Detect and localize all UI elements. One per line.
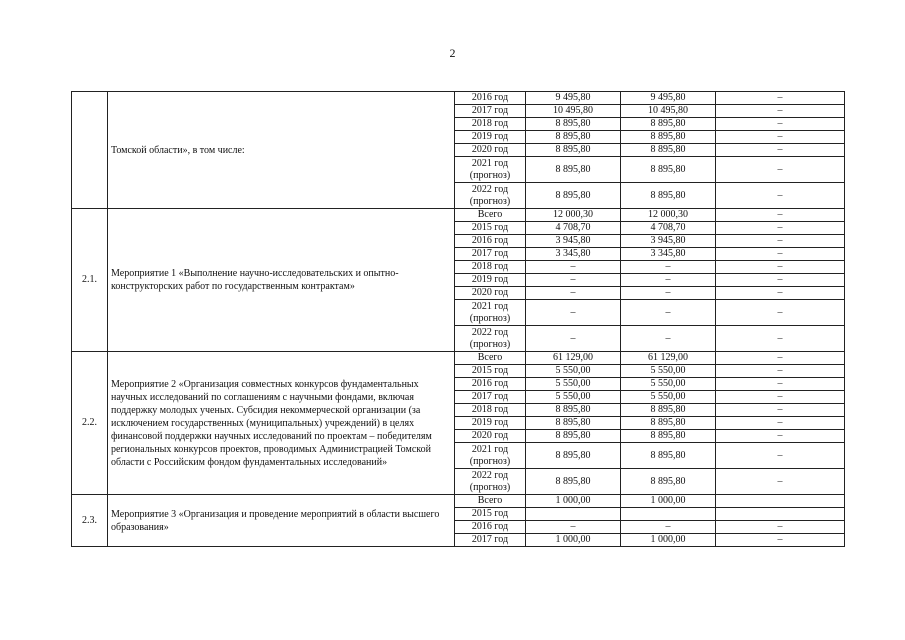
total-value-cell (526, 508, 621, 521)
regional-value-cell: 8 895,80 (621, 469, 716, 495)
regional-value-cell: 8 895,80 (621, 118, 716, 131)
extra-value-cell (716, 508, 845, 521)
activity-2-2-number: 2.2. (72, 352, 108, 495)
year-cell: 2015 год (455, 222, 526, 235)
year-cell: 2020 год (455, 144, 526, 157)
total-value-cell: 8 895,80 (526, 430, 621, 443)
year-cell: 2020 год (455, 287, 526, 300)
year-cell: 2020 год (455, 430, 526, 443)
activity-2-1-title: Мероприятие 1 «Выполнение научно-исследовательских и опытно-конструкторских работ по государственным контрактам» (108, 209, 455, 352)
total-value-cell: 3 945,80 (526, 235, 621, 248)
extra-value-cell: – (716, 209, 845, 222)
regional-value-cell: 9 495,80 (621, 92, 716, 105)
total-value-cell: 8 895,80 (526, 417, 621, 430)
table-row (72, 352, 845, 365)
regional-value-cell: 8 895,80 (621, 417, 716, 430)
extra-value-cell: – (716, 248, 845, 261)
total-value-cell: – (526, 521, 621, 534)
extra-value-cell: – (716, 404, 845, 417)
extra-value-cell: – (716, 274, 845, 287)
regional-value-cell: 5 550,00 (621, 365, 716, 378)
year-cell: 2018 год (455, 118, 526, 131)
year-cell: 2017 год (455, 105, 526, 118)
extra-value-cell: – (716, 261, 845, 274)
year-cell: 2021 год (прогноз) (455, 443, 526, 469)
extra-value-cell: – (716, 287, 845, 300)
regional-value-cell: 8 895,80 (621, 430, 716, 443)
regional-value-cell: 1 000,00 (621, 534, 716, 547)
year-cell: Всего (455, 209, 526, 222)
total-value-cell: 8 895,80 (526, 157, 621, 183)
regional-value-cell: 8 895,80 (621, 131, 716, 144)
budget-table-body (72, 92, 845, 547)
regional-value-cell: 12 000,30 (621, 209, 716, 222)
extra-value-cell: – (716, 118, 845, 131)
regional-value-cell: 8 895,80 (621, 443, 716, 469)
year-cell: 2021 год (прогноз) (455, 300, 526, 326)
year-cell: 2021 год (прогноз) (455, 157, 526, 183)
total-value-cell: – (526, 326, 621, 352)
extra-value-cell: – (716, 105, 845, 118)
regional-value-cell: 3 945,80 (621, 235, 716, 248)
extra-value-cell: – (716, 300, 845, 326)
total-value-cell: 8 895,80 (526, 183, 621, 209)
regional-value-cell: 8 895,80 (621, 144, 716, 157)
regional-value-cell: – (621, 274, 716, 287)
regional-value-cell: 1 000,00 (621, 495, 716, 508)
activity-2-3-title: Мероприятие 3 «Организация и проведение мероприятий в области высшего образования» (108, 495, 455, 547)
extra-value-cell: – (716, 378, 845, 391)
year-cell: Всего (455, 352, 526, 365)
extra-value-cell: – (716, 417, 845, 430)
total-value-cell: 8 895,80 (526, 469, 621, 495)
total-value-cell: 8 895,80 (526, 144, 621, 157)
page-number: 2 (449, 46, 456, 60)
total-value-cell: 61 129,00 (526, 352, 621, 365)
regional-value-cell: – (621, 326, 716, 352)
regional-value-cell: 3 345,80 (621, 248, 716, 261)
total-value-cell: – (526, 300, 621, 326)
extra-value-cell: – (716, 92, 845, 105)
extra-value-cell: – (716, 235, 845, 248)
total-value-cell: 8 895,80 (526, 118, 621, 131)
total-value-cell: 1 000,00 (526, 534, 621, 547)
total-value-cell: 3 345,80 (526, 248, 621, 261)
regional-value-cell (621, 508, 716, 521)
year-cell: 2019 год (455, 131, 526, 144)
year-cell: 2017 год (455, 391, 526, 404)
total-value-cell: 5 550,00 (526, 365, 621, 378)
year-cell: 2017 год (455, 248, 526, 261)
total-value-cell: – (526, 261, 621, 274)
extra-value-cell: – (716, 131, 845, 144)
budget-table (71, 91, 845, 547)
year-cell: 2019 год (455, 417, 526, 430)
total-value-cell: 8 895,80 (526, 404, 621, 417)
total-value-cell: 10 495,80 (526, 105, 621, 118)
regional-value-cell: 10 495,80 (621, 105, 716, 118)
regional-value-cell: 8 895,80 (621, 404, 716, 417)
year-cell: 2022 год (прогноз) (455, 183, 526, 209)
regional-value-cell: – (621, 287, 716, 300)
regional-value-cell: – (621, 300, 716, 326)
year-cell: 2017 год (455, 534, 526, 547)
table-row (72, 92, 845, 105)
regional-value-cell: 8 895,80 (621, 157, 716, 183)
extra-value-cell: – (716, 469, 845, 495)
regional-value-cell: 61 129,00 (621, 352, 716, 365)
table-row (72, 495, 845, 508)
total-value-cell: 5 550,00 (526, 391, 621, 404)
extra-value-cell: – (716, 144, 845, 157)
total-value-cell: 1 000,00 (526, 495, 621, 508)
year-cell: 2015 год (455, 508, 526, 521)
total-value-cell: 8 895,80 (526, 443, 621, 469)
year-cell: 2019 год (455, 274, 526, 287)
year-cell: Всего (455, 495, 526, 508)
year-cell: 2016 год (455, 235, 526, 248)
regional-value-cell: 4 708,70 (621, 222, 716, 235)
regional-value-cell: – (621, 521, 716, 534)
continuation-block-number (72, 92, 108, 209)
extra-value-cell: – (716, 326, 845, 352)
total-value-cell: – (526, 274, 621, 287)
table-row (72, 209, 845, 222)
year-cell: 2022 год (прогноз) (455, 469, 526, 495)
extra-value-cell: – (716, 391, 845, 404)
regional-value-cell: 8 895,80 (621, 183, 716, 209)
year-cell: 2016 год (455, 521, 526, 534)
total-value-cell: 4 708,70 (526, 222, 621, 235)
year-cell: 2022 год (прогноз) (455, 326, 526, 352)
regional-value-cell: 5 550,00 (621, 378, 716, 391)
regional-value-cell: – (621, 261, 716, 274)
total-value-cell: – (526, 287, 621, 300)
total-value-cell: 9 495,80 (526, 92, 621, 105)
extra-value-cell: – (716, 157, 845, 183)
extra-value-cell: – (716, 222, 845, 235)
regional-value-cell: 5 550,00 (621, 391, 716, 404)
extra-value-cell: – (716, 443, 845, 469)
year-cell: 2018 год (455, 261, 526, 274)
extra-value-cell: – (716, 430, 845, 443)
year-cell: 2015 год (455, 365, 526, 378)
extra-value-cell: – (716, 521, 845, 534)
year-cell: 2018 год (455, 404, 526, 417)
year-cell: 2016 год (455, 378, 526, 391)
total-value-cell: 12 000,30 (526, 209, 621, 222)
total-value-cell: 8 895,80 (526, 131, 621, 144)
year-cell: 2016 год (455, 92, 526, 105)
extra-value-cell: – (716, 183, 845, 209)
activity-2-1-number: 2.1. (72, 209, 108, 352)
extra-value-cell: – (716, 365, 845, 378)
extra-value-cell: – (716, 534, 845, 547)
activity-2-2-title: Мероприятие 2 «Организация совместных конкурсов фундаментальных научных исследований по соглашениям с научными фондами, включая поддержку молодых ученых. Субсидия некоммерческой организации (за исключением государственных (муниципальных) учреждений) в целях финансовой поддержки научных исследований по проектам – победителям региональных конкурсов проектов, проводимых Администрацией Томской области с Российским фондом фундаментальных исследований» (108, 352, 455, 495)
extra-value-cell (716, 495, 845, 508)
extra-value-cell: – (716, 352, 845, 365)
continuation-block-title: Томской области», в том числе: (108, 92, 455, 209)
activity-2-3-number: 2.3. (72, 495, 108, 547)
total-value-cell: 5 550,00 (526, 378, 621, 391)
